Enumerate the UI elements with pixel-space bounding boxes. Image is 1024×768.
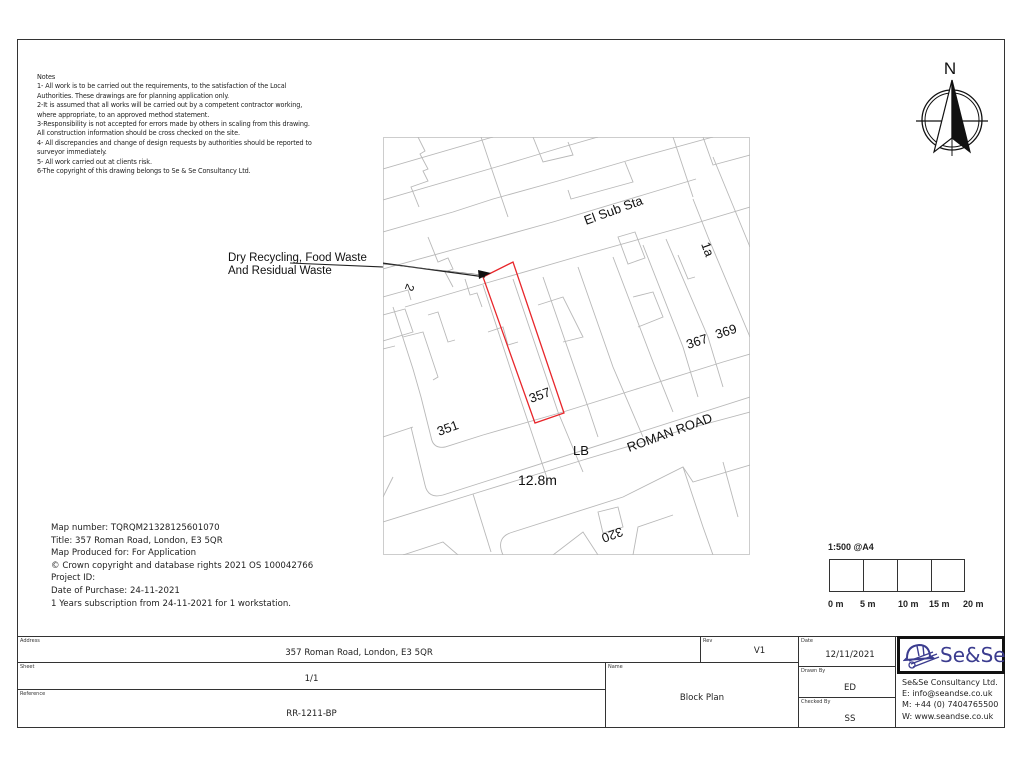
svg-text:357: 357: [526, 384, 553, 406]
name-label: Name: [608, 664, 623, 670]
scale-segment: [931, 559, 965, 592]
scale-segment: [863, 559, 897, 592]
scale-segment: [897, 559, 931, 592]
scale-labels: [828, 599, 998, 611]
note-line: 5- All work carried out at clients risk.: [37, 156, 152, 166]
sheet-label: Sheet: [20, 664, 35, 670]
svg-text:ROMAN ROAD: ROMAN ROAD: [624, 410, 715, 455]
north-arrow: [912, 56, 988, 168]
scale-title: 1:500 @A4: [828, 542, 874, 552]
callout-line-2: And Residual Waste: [228, 265, 332, 277]
scale-tick: 15 m: [929, 599, 950, 609]
date-value: 12/11/2021: [825, 650, 875, 660]
map-produced-for: Map Produced for: For Application: [51, 548, 197, 559]
rev-cell: [700, 636, 799, 663]
subscription: 1 Years subscription from 24-11-2021 for 1 workstation.: [51, 598, 292, 609]
map-info-block: [51, 522, 313, 610]
logo-text: Se&Se: [940, 643, 1006, 667]
scale-tick: 10 m: [898, 599, 919, 609]
scale-bar: [828, 542, 998, 609]
note-line: 1- All work is to be carried out the requirements, to the satisfaction of the Local: [37, 81, 287, 91]
project-id: Project ID:: [51, 573, 96, 584]
note-line: 3-Responsibility is not accepted for errors made by others in scaling from this drawing.: [37, 119, 310, 129]
checked-by-label: Checked By: [801, 699, 831, 705]
svg-text:1a: 1a: [698, 239, 718, 259]
company-mobile: M: +44 (0) 7404765500: [902, 700, 999, 710]
map-copyright: © Crown copyright and database rights 2021 OS 100042766: [51, 560, 314, 571]
date-of-purchase: Date of Purchase: 24-11-2021: [51, 585, 180, 596]
company-details: [902, 677, 998, 722]
note-line: surveyor immediately.: [37, 147, 107, 157]
scale-segment: [829, 559, 863, 592]
address-label: Address: [20, 638, 40, 644]
date-cell: [798, 636, 896, 667]
map-title: Title: 357 Roman Road, London, E3 5QR: [51, 535, 223, 546]
svg-text:367: 367: [684, 330, 710, 352]
svg-text:369: 369: [713, 320, 739, 342]
reference-value: RR-1211-BP: [286, 709, 337, 719]
note-line: All construction information should be cross checked on the site.: [37, 128, 240, 138]
checked-by-cell: [798, 697, 896, 728]
notes-block: [37, 72, 382, 175]
name-cell: [605, 662, 799, 728]
note-line: 6-The copyright of this drawing belongs to Se & Se Consultancy Ltd.: [37, 166, 251, 176]
sheet-cell: [17, 662, 606, 690]
north-arrow-icon: [912, 56, 988, 168]
map-number: Map number: TQRQM21328125601070: [51, 523, 220, 533]
site-map: [383, 137, 750, 555]
title-block: [17, 636, 1005, 728]
reference-cell: [17, 689, 606, 728]
reference-label: Reference: [20, 691, 46, 697]
svg-text:2: 2: [401, 281, 418, 294]
svg-text:351: 351: [434, 417, 461, 439]
callout-line-1: Dry Recycling, Food Waste: [228, 252, 367, 264]
sheet-value: 1/1: [304, 674, 319, 684]
map-drawing: [383, 137, 750, 555]
address-value: 357 Roman Road, London, E3 5QR: [285, 648, 433, 658]
drawn-by-value: ED: [843, 683, 857, 693]
callout-leader-line: [290, 258, 490, 278]
hard-hat-icon: [903, 642, 941, 670]
note-line: 2-It is assumed that all works will be carried out by a competent contractor working,: [37, 100, 303, 110]
scale-tick: 0 m: [828, 599, 844, 609]
address-cell: [17, 636, 701, 663]
rev-value: V1: [753, 646, 766, 656]
note-line: 4- All discrepancies and change of design requests by authorities should be reported to: [37, 137, 312, 147]
note-line: Authorities. These drawings are for planning application only.: [37, 90, 229, 100]
site-boundary: [483, 262, 564, 423]
rev-label: Rev: [703, 638, 713, 644]
svg-text:12.8m: 12.8m: [518, 472, 557, 488]
notes-heading: Notes: [37, 72, 56, 81]
drawn-by-cell: [798, 666, 896, 698]
svg-text:N: N: [943, 59, 957, 78]
svg-text:El Sub Sta: El Sub Sta: [581, 192, 645, 228]
checked-by-value: SS: [844, 714, 856, 724]
svg-text:LB: LB: [573, 443, 589, 458]
company-website[interactable]: W: www.seandse.co.uk: [902, 711, 994, 721]
scale-tick: 5 m: [860, 599, 876, 609]
company-logo: [897, 636, 1005, 674]
scale-segments: [829, 559, 965, 592]
scale-tick: 20 m: [963, 599, 984, 609]
drawn-by-label: Drawn By: [801, 668, 826, 674]
company-name: Se&Se Consultancy Ltd.: [902, 678, 998, 687]
name-value: Block Plan: [679, 693, 725, 703]
date-label: Date: [801, 638, 813, 644]
svg-text:320: 320: [599, 524, 626, 546]
note-line: where appropriate, to an approved method statement.: [37, 109, 210, 119]
company-email[interactable]: E: info@seandse.co.uk: [902, 689, 993, 699]
